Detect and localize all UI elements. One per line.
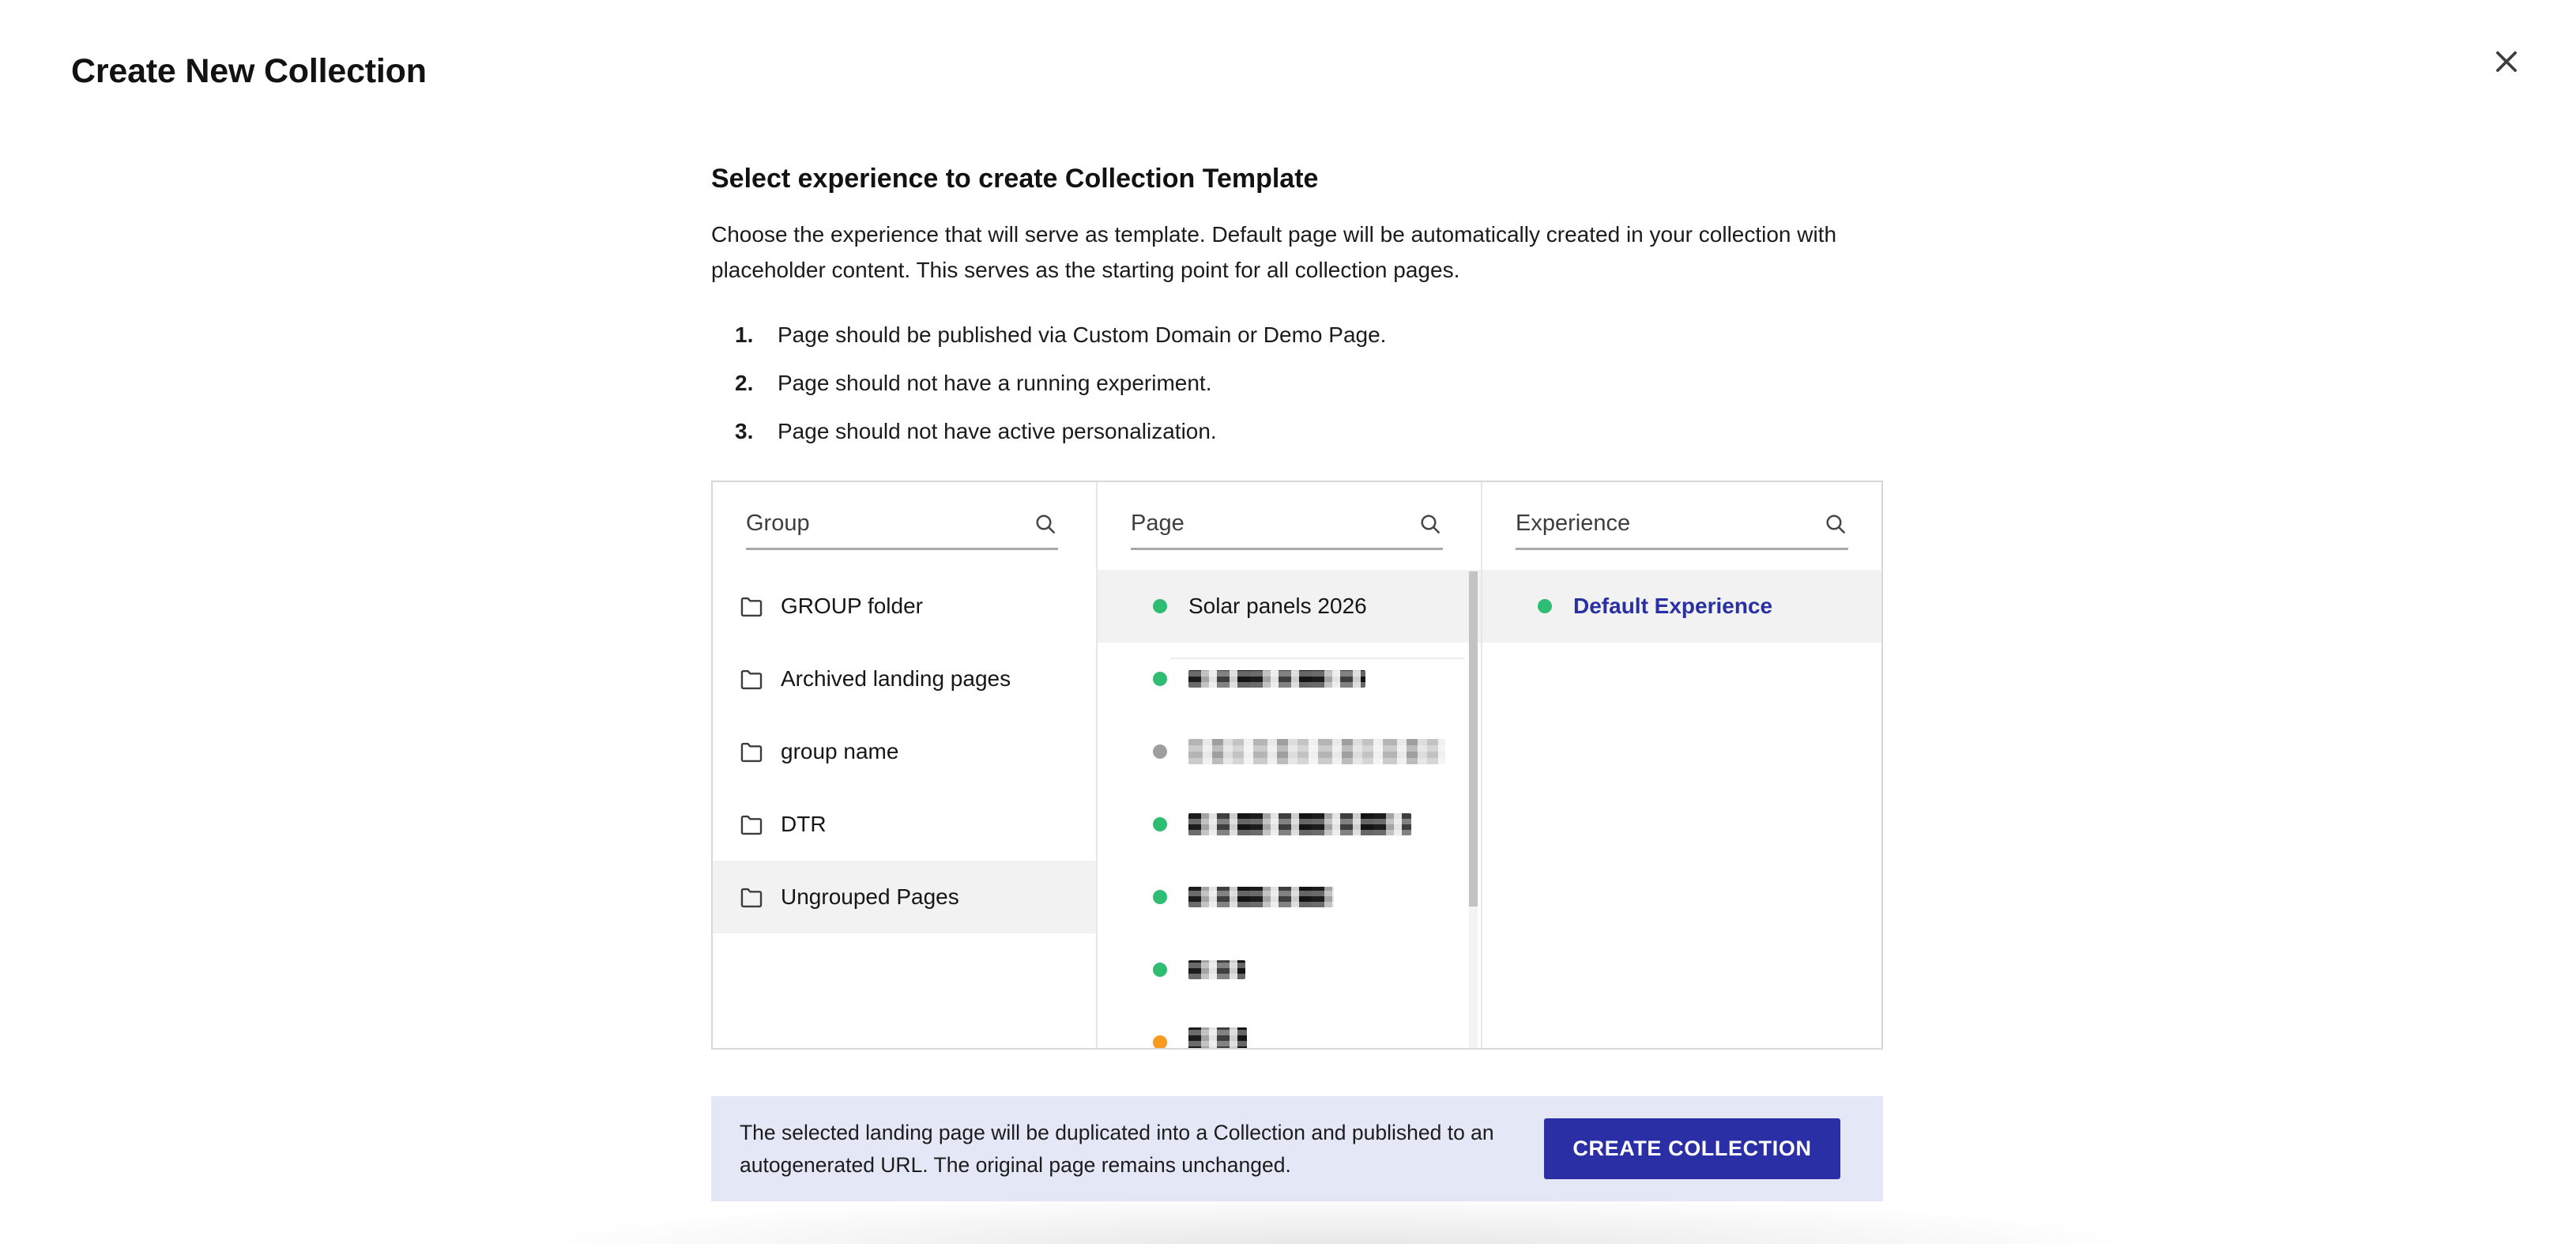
- page-item-label: Solar panels 2026: [1188, 594, 1367, 618]
- requirement-text: Page should be published via Custom Domain or Demo Page.: [778, 322, 1387, 347]
- status-dot-published: [1538, 599, 1552, 613]
- page-item[interactable]: [1098, 1006, 1481, 1050]
- status-dot-draft: [1153, 745, 1167, 759]
- section-description: Choose the experience that will serve as template. Default page will be automatically created in your collection with placeholder content. This serves as the starting point for all collection pages.: [711, 222, 1837, 282]
- page-list: [1098, 570, 1481, 1050]
- status-dot-warning: [1153, 1035, 1167, 1050]
- page-item[interactable]: [1098, 861, 1481, 933]
- experience-picker: [711, 481, 1883, 1050]
- modal-body: [711, 164, 1883, 1050]
- folder-icon: [738, 593, 765, 620]
- redacted-page-label: [1188, 670, 1365, 688]
- status-dot-published: [1153, 599, 1167, 613]
- experience-list: [1482, 570, 1883, 643]
- group-item[interactable]: [713, 570, 1096, 643]
- redacted-page-label: [1188, 1027, 1247, 1050]
- page-item[interactable]: [1098, 933, 1481, 1006]
- status-dot-published: [1153, 672, 1167, 686]
- redacted-page-label: [1188, 813, 1411, 835]
- group-search-input[interactable]: [746, 511, 1023, 537]
- group-item[interactable]: [713, 788, 1096, 861]
- group-item[interactable]: [713, 715, 1096, 788]
- group-item-selected[interactable]: [713, 861, 1096, 933]
- requirement-number: 2.: [735, 371, 754, 395]
- scrollbar-thumb[interactable]: [1469, 571, 1478, 907]
- modal-footer: [711, 1096, 1883, 1201]
- group-search: [746, 511, 1058, 550]
- group-item-label: group name: [781, 739, 899, 763]
- status-dot-published: [1153, 817, 1167, 831]
- requirement-item: [735, 371, 1883, 396]
- modal-title: Create New Collection: [71, 52, 427, 90]
- group-column: [713, 482, 1096, 1048]
- group-item-label: DTR: [781, 812, 827, 836]
- search-icon: [1418, 511, 1443, 537]
- create-collection-button[interactable]: CREATE COLLECTION: [1544, 1118, 1840, 1179]
- folder-icon: [738, 665, 765, 692]
- group-item-label: GROUP folder: [781, 594, 923, 618]
- page-item[interactable]: [1098, 643, 1481, 715]
- experience-column: [1481, 482, 1883, 1048]
- requirement-number: 3.: [735, 419, 754, 443]
- close-button[interactable]: [2486, 41, 2527, 82]
- footer-note: The selected landing page will be duplicated into a Collection and published to an autogenerated URL. The original page remains unchanged.: [740, 1120, 1494, 1177]
- section-heading: Select experience to create Collection Template: [711, 164, 1319, 194]
- close-icon: [2491, 47, 2521, 77]
- group-item[interactable]: [713, 643, 1096, 715]
- page-column: [1096, 482, 1481, 1048]
- redacted-page-label: [1188, 739, 1445, 764]
- page-item-selected[interactable]: [1098, 570, 1481, 643]
- page-search: [1131, 511, 1443, 550]
- experience-search-input[interactable]: [1516, 511, 1813, 537]
- group-list: [713, 570, 1096, 933]
- redacted-page-label: [1188, 887, 1334, 907]
- experience-item-selected[interactable]: [1482, 570, 1883, 643]
- status-dot-published: [1153, 963, 1167, 977]
- status-dot-published: [1153, 890, 1167, 904]
- group-item-label: Ungrouped Pages: [781, 884, 959, 909]
- requirement-item: [735, 419, 1883, 444]
- page-list-scrollbar: [1469, 571, 1478, 1048]
- search-icon: [1823, 511, 1848, 537]
- experience-item-label: Default Experience: [1573, 594, 1773, 618]
- redacted-page-label: [1188, 960, 1245, 979]
- folder-icon: [738, 738, 765, 765]
- folder-icon: [738, 811, 765, 838]
- requirement-number: 1.: [735, 322, 754, 347]
- search-icon: [1033, 511, 1058, 537]
- page-search-input[interactable]: [1131, 511, 1408, 537]
- folder-icon: [738, 884, 765, 910]
- requirement-text: Page should not have active personalization.: [778, 419, 1217, 443]
- modal-header: [0, 0, 2576, 91]
- page-item[interactable]: [1098, 715, 1481, 788]
- page-item[interactable]: [1098, 788, 1481, 861]
- requirements-list: [711, 322, 1883, 444]
- requirement-text: Page should not have a running experiment.: [778, 371, 1212, 395]
- requirement-item: [735, 322, 1883, 348]
- experience-search: [1516, 511, 1848, 550]
- group-item-label: Archived landing pages: [781, 666, 1011, 691]
